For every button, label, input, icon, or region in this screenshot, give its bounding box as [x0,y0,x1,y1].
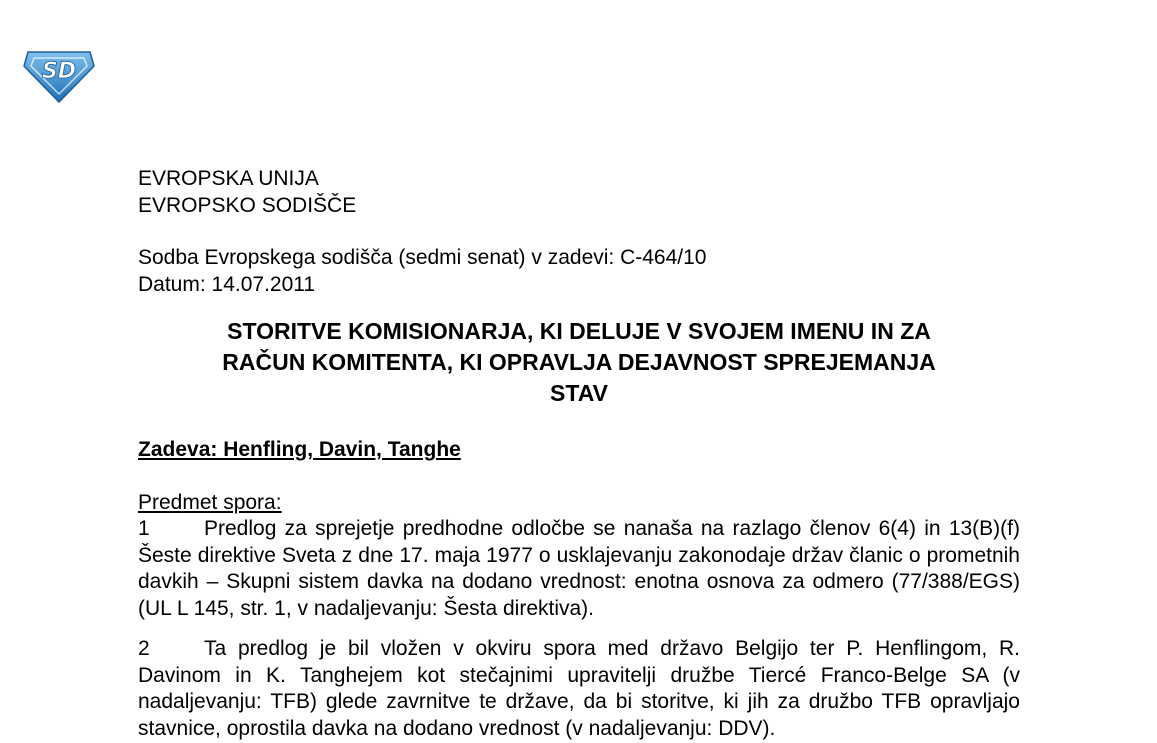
paragraph-2 [138,636,1020,742]
paragraph-text: Predlog za sprejetje predhodne odločbe se nanaša na razlago členov 6(4) in 13(B)(f) Šeste direktive Sveta z dne 17. maja 1977 o usklajevanju zakonodaje držav članic o prometnih davkih – Skupni sistem davka na dodano vrednost: enotna osnova za odmero (77/388/EGS) (UL L 145, str. 1, v nadaljevanju: Šesta direktiva). [138,517,1020,620]
header-line-eu: EVROPSKA UNIJA [138,167,319,190]
sd-shield-logo-icon [22,48,96,104]
case-reference: Sodba Evropskega sodišča (sedmi senat) v zadevi: C-464/10 [138,246,707,269]
case-date: Datum: 14.07.2011 [138,272,316,296]
document-title-line-3: STAV [550,380,608,406]
document-title-line-1: STORITVE KOMISIONARJA, KI DELUJE V SVOJEM IMENU IN ZA [227,318,931,344]
logo-letters: SD [41,59,77,84]
paragraph-number: 1 [138,517,150,540]
header-line-court: EVROPSKO SODIŠČE [138,193,357,217]
paragraph-text: Ta predlog je bil vložen v okviru spora med državo Belgijo ter P. Henflingom, R. Davinom in K. Tanghejem kot stečajnimi upravitelji družbe Tiercé Franco-Belge SA (v nadaljevanju: TFB) glede zavrnitve te države, da bi storitve, ki jih za družbo TFB opravljajo stavnice, oprostila davka na dodano vrednost (v nadaljevanju: DDV). [138,637,1020,740]
document-body [138,166,1020,742]
paragraph-1 [138,516,1020,622]
subject-heading: Predmet spora: [138,490,282,514]
paragraph-number: 2 [138,637,150,660]
case-parties: Zadeva: Henfling, Davin, Tanghe [138,438,461,461]
document-title-line-2: RAČUN KOMITENTA, KI OPRAVLJA DEJAVNOST SPREJEMANJA [222,349,936,375]
